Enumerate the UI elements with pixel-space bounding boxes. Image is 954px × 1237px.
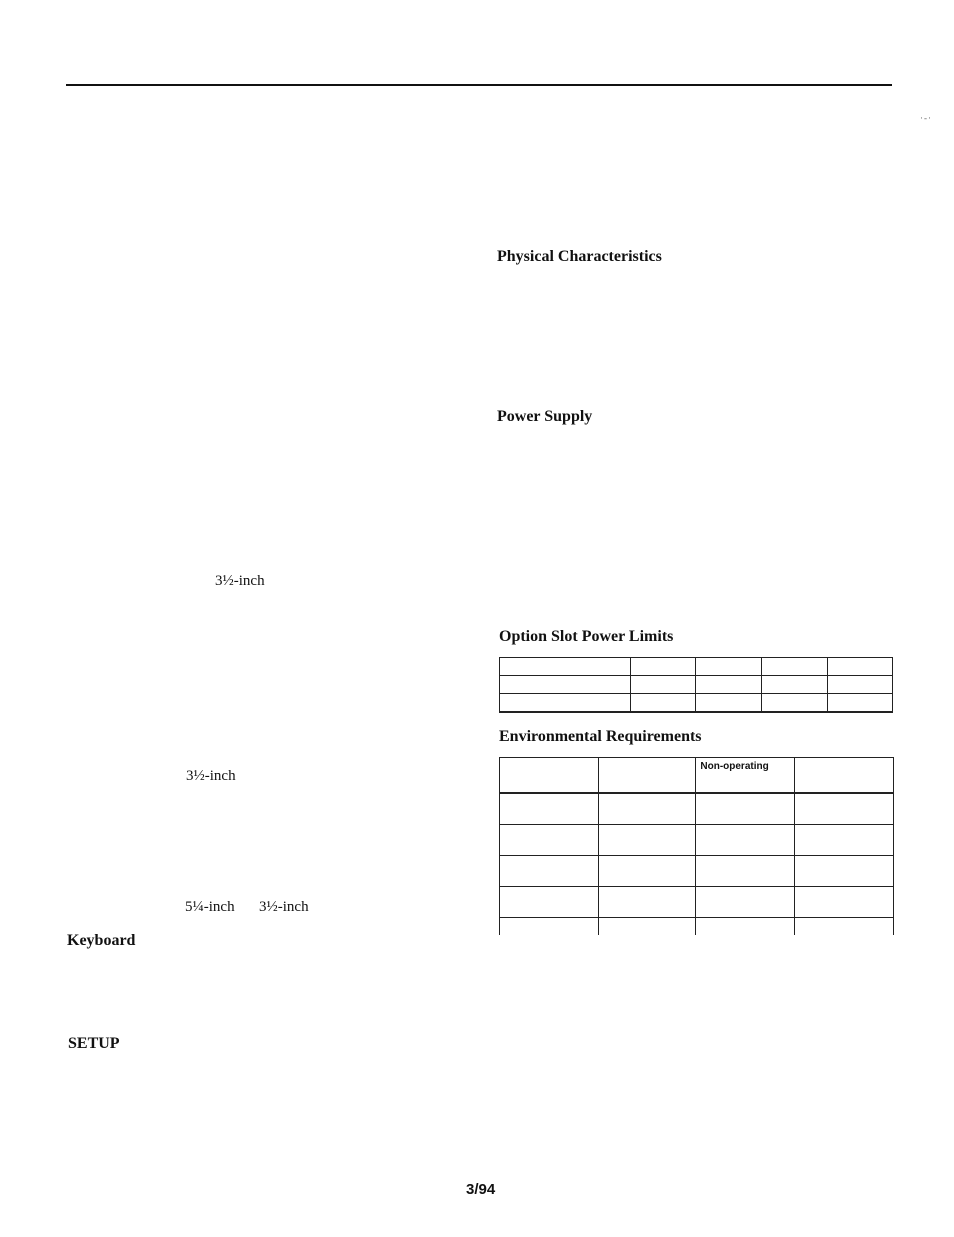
table-row [500,825,894,856]
drive-size-c2: 3½-inch [259,899,309,915]
table-row [500,856,894,887]
table-row [500,694,893,713]
table-row [500,793,894,825]
heading-power-supply: Power Supply [497,408,593,425]
heading-physical-characteristics: Physical Characteristics [497,248,662,265]
drive-size-b: 3½-inch [186,768,236,784]
heading-option-slot-power-limits: Option Slot Power Limits [499,628,674,645]
heading-environmental-requirements: Environmental Requirements [499,728,702,745]
drive-size-c1: 5¼-inch [185,899,235,915]
heading-keyboard: Keyboard [67,932,136,949]
footer-page-date: 3/94 [466,1181,496,1198]
top-rule [66,84,892,86]
table-header-row [500,758,894,794]
heading-setup: SETUP [68,1035,120,1052]
table-row [500,676,893,694]
table-row [500,918,894,936]
table-row [500,658,893,676]
header-non-operating: Non-operating [696,758,795,794]
table-row [500,887,894,918]
corner-mark: ·-· [920,113,932,123]
environmental-requirements-table [499,757,894,935]
option-slot-power-table [499,657,893,713]
drive-size-a: 3½-inch [215,573,265,589]
